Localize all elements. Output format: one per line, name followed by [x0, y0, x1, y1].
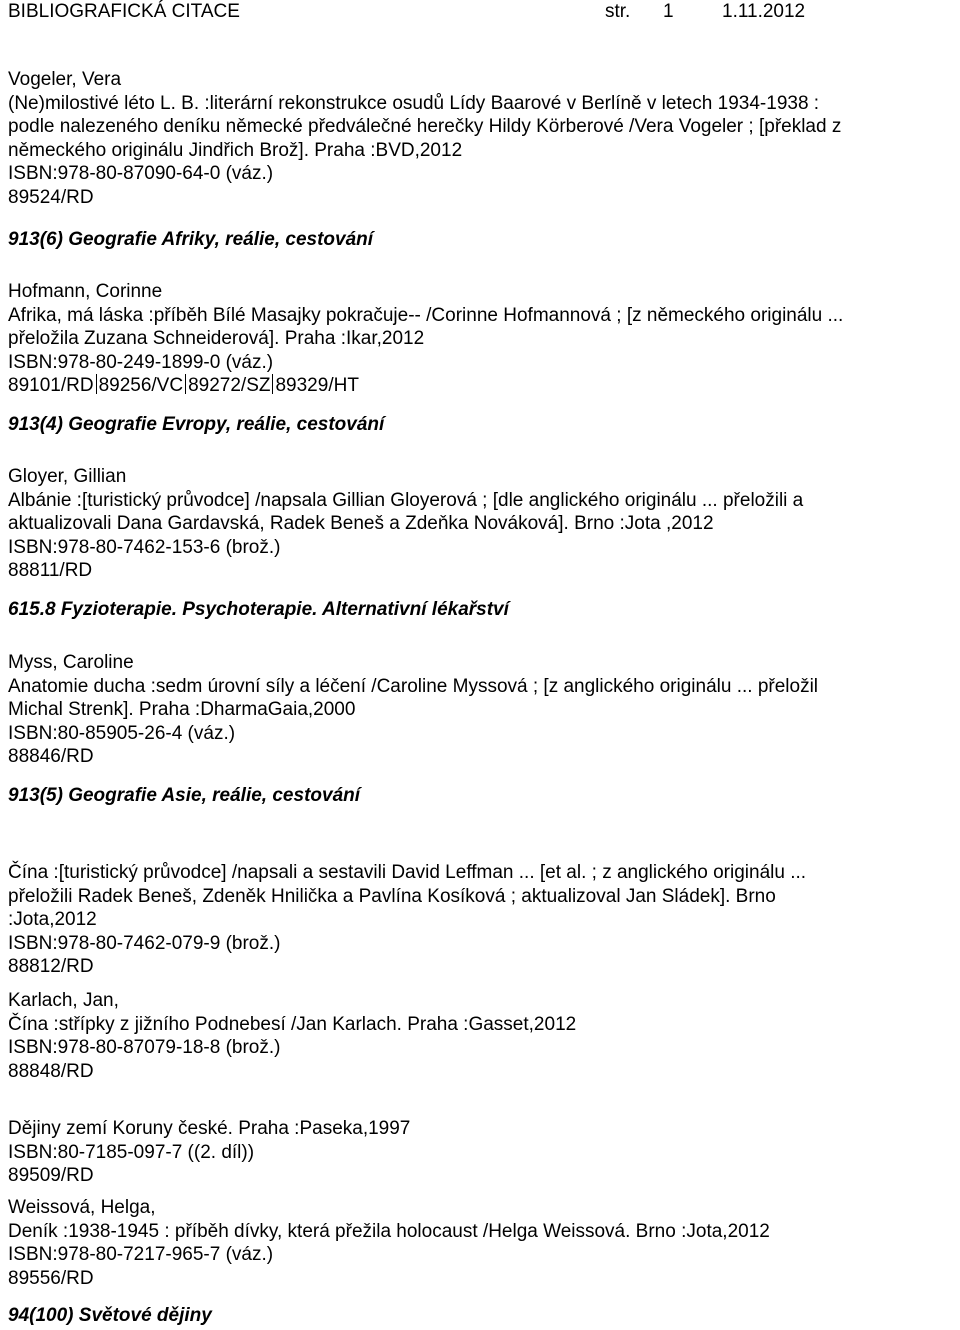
- entry-author: Vogeler, Vera: [8, 69, 122, 90]
- bibliographic-entry: [8, 280, 956, 398]
- entry-holdings: [8, 559, 956, 583]
- holding-item: 89256/VC: [98, 375, 184, 396]
- entry-holdings: [8, 1164, 956, 1188]
- bibliographic-entry: [8, 1196, 956, 1290]
- header-page-number: 1: [663, 1, 674, 22]
- entry-holdings: [8, 745, 956, 769]
- section-heading: 913(4) Geografie Evropy, reálie, cestování: [8, 414, 385, 435]
- entry-holdings: [8, 955, 956, 979]
- entry-text-line: :Jota,2012: [8, 909, 97, 930]
- entry-text-line: přeložila Zuzana Schneiderová]. Praha :Ikar,2012: [8, 328, 425, 349]
- entry-author: Karlach, Jan,: [8, 990, 119, 1011]
- entry-holdings: [8, 374, 956, 398]
- bibliographic-entry: [8, 465, 956, 583]
- entry-isbn: ISBN:978-80-7462-079-9 (brož.): [8, 932, 281, 954]
- entry-text-line: Afrika, má láska :příběh Bílé Masajky pokračuje-- /Corinne Hofmannová ; [z německého originálu ...: [8, 304, 844, 326]
- entry-author: Hofmann, Corinne: [8, 281, 163, 302]
- entry-text-line: přeložili Radek Beneš, Zdeněk Hnilička a Pavlína Kosíková ; aktualizoval Jan Sládek]. Brno: [8, 885, 776, 907]
- holding-separator: [185, 374, 186, 394]
- entry-author: Gloyer, Gillian: [8, 466, 127, 487]
- entry-isbn: ISBN:978-80-7217-965-7 (váz.): [8, 1244, 274, 1265]
- entry-text-line: aktualizovali Dana Gardavská, Radek Beneš a Zdeňka Nováková]. Brno :Jota ,2012: [8, 513, 714, 534]
- holding-item: 88848/RD: [8, 1060, 94, 1082]
- holding-item: 89556/RD: [8, 1267, 94, 1289]
- holding-item: 89101/RD: [8, 375, 94, 396]
- section-heading: 913(5) Geografie Asie, reálie, cestování: [8, 785, 361, 806]
- entry-text-line: německého originálu Jindřich Brož]. Praha :BVD,2012: [8, 139, 463, 161]
- entry-holdings: [8, 186, 956, 210]
- entry-text-line: Michal Strenk]. Praha :DharmaGaia,2000: [8, 699, 356, 720]
- entry-author: Weissová, Helga,: [8, 1197, 156, 1218]
- entry-text-line: (Ne)milostivé léto L. B. :literární rekonstrukce osudů Lídy Baarové v Berlíně v letech 1934-1938 :: [8, 92, 820, 114]
- header-page-label: str.: [605, 1, 631, 22]
- entry-isbn: ISBN:80-85905-26-4 (váz.): [8, 722, 236, 744]
- entry-isbn: ISBN:978-80-249-1899-0 (váz.): [8, 351, 274, 373]
- section-heading: 615.8 Fyzioterapie. Psychoterapie. Alternativní lékařství: [8, 599, 509, 620]
- section-heading: 913(6) Geografie Afriky, reálie, cestování: [8, 229, 374, 250]
- holding-separator: [272, 374, 273, 394]
- header-date: 1.11.2012: [722, 1, 806, 22]
- entry-isbn: ISBN:80-7185-097-7 ((2. díl)): [8, 1141, 255, 1163]
- bibliographic-entry: [8, 68, 956, 209]
- holding-item: 88811/RD: [8, 560, 93, 581]
- holding-item: 88812/RD: [8, 956, 94, 977]
- entry-text-line: Čína :střípky z jižního Podnebesí /Jan Karlach. Praha :Gasset,2012: [8, 1013, 577, 1035]
- holding-item: 89524/RD: [8, 186, 94, 208]
- holding-item: 88846/RD: [8, 746, 94, 767]
- entry-text-line: Čína :[turistický průvodce] /napsali a sestavili David Leffman ... [et al. ; z anglického originálu ...: [8, 862, 807, 883]
- bibliographic-entry: [8, 1117, 956, 1188]
- entry-text-line: Anatomie ducha :sedm úrovní síly a léčení /Caroline Myssová ; [z anglického originálu ... přeložil: [8, 675, 819, 697]
- holding-separator: [96, 374, 97, 394]
- bibliographic-entry: [8, 651, 956, 769]
- entry-author: Myss, Caroline: [8, 652, 134, 673]
- entry-holdings: [8, 1060, 956, 1084]
- page-header: [8, 0, 956, 26]
- section-heading: 94(100) Světové dějiny: [8, 1305, 212, 1326]
- bibliographic-entry: [8, 861, 956, 979]
- bibliographic-entry: [8, 989, 956, 1083]
- entry-isbn: ISBN:978-80-87079-18-8 (brož.): [8, 1037, 281, 1058]
- entry-text-line: Albánie :[turistický průvodce] /napsala Gillian Gloyerová ; [dle anglického originálu ... přeložili a: [8, 489, 804, 511]
- header-title: BIBLIOGRAFICKÁ CITACE: [8, 1, 240, 22]
- entry-isbn: ISBN:978-80-7462-153-6 (brož.): [8, 536, 281, 558]
- holding-item: 89272/SZ: [188, 375, 271, 396]
- entry-text-line: Deník :1938-1945 : příběh dívky, která přežila holocaust /Helga Weissová. Brno :Jota,2012: [8, 1220, 770, 1242]
- entry-text-line: Dějiny zemí Koruny české. Praha :Paseka,1997: [8, 1118, 411, 1139]
- holding-item: 89509/RD: [8, 1165, 94, 1186]
- entry-text-line: podle nalezeného deníku německé předválečné herečky Hildy Körberové /Vera Vogeler ; [překlad z: [8, 116, 842, 137]
- holding-item: 89329/HT: [275, 375, 359, 396]
- entry-holdings: [8, 1267, 956, 1291]
- entry-isbn: ISBN:978-80-87090-64-0 (váz.): [8, 163, 274, 184]
- document-page: [8, 0, 956, 1326]
